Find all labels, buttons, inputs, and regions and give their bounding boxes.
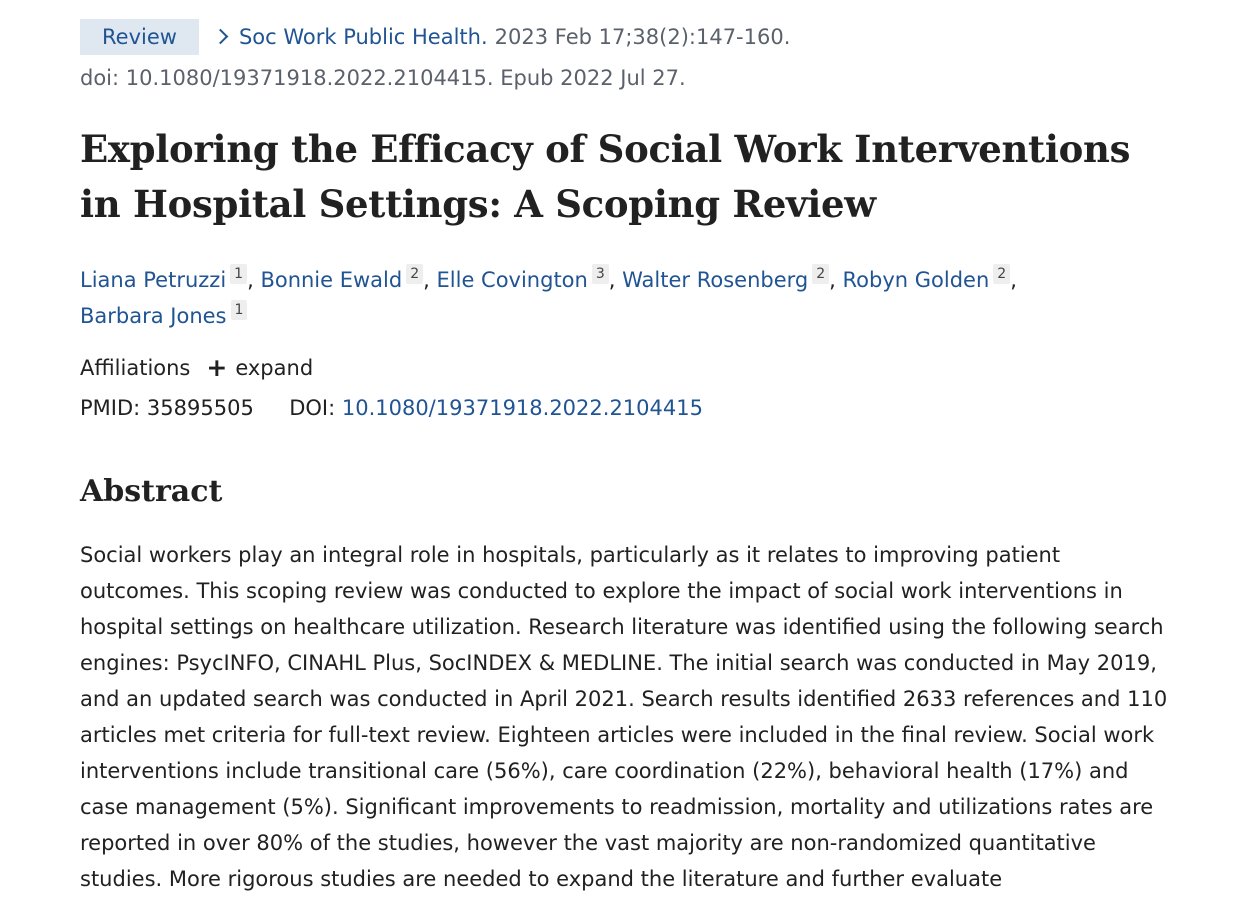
affiliations-row	[80, 355, 313, 380]
identifiers-row	[80, 396, 703, 420]
abstract-text: Social workers play an integral role in hospitals, particularly as it relates to improving patient outcomes. This scoping review was conducted to explore the impact of social work interventions in hospital settings on healthcare utilization. Research literature was identified using the following search engines: PsycINFO, CINAHL Plus, SocINDEX & MEDLINE. The initial search was conducted in May 2019, and an updated search was conducted in April 2021. Search results identified 2633 references and 110 articles met criteria for full-text review. Eighteen articles were included in the final review. Social work interventions include transitional care (56%), care coordination (22%), behavioral health (17%) and case management (5%). Significant improvements to readmission, mortality and utilizations rates are reported in over 80% of the studies, however the vast majority are non-randomized quantitative studies. More rigorous studies are needed to expand the literature and further evaluate	[80, 543, 1168, 891]
author-link[interactable]: Elle Covington	[436, 268, 588, 292]
author-link[interactable]: Walter Rosenberg	[622, 268, 809, 292]
doi-link[interactable]: 10.1080/19371918.2022.2104415	[341, 396, 703, 420]
chevron-right-icon[interactable]	[213, 29, 229, 45]
citation-doi-line: doi: 10.1080/19371918.2022.2104415. Epub 2022 Jul 27.	[80, 66, 686, 90]
author-link[interactable]: Barbara Jones	[80, 304, 227, 328]
publication-type-badge[interactable]: Review	[80, 19, 199, 55]
citation-line	[80, 18, 790, 56]
affiliations-label: Affiliations	[80, 355, 191, 380]
expand-label: expand	[235, 355, 314, 380]
pmid-label: PMID:	[80, 396, 141, 420]
doi-label: DOI:	[289, 396, 336, 420]
affiliations-expand-button[interactable]	[206, 355, 313, 380]
affiliation-ref[interactable]: 1	[230, 264, 247, 284]
article-title: Exploring the Efficacy of Social Work Interventions in Hospital Settings: A Scoping Review	[80, 127, 1131, 226]
author-item	[843, 268, 1011, 292]
affiliation-ref[interactable]: 2	[406, 264, 423, 284]
affiliation-ref[interactable]: 3	[592, 264, 609, 284]
affiliation-ref[interactable]: 1	[231, 300, 248, 320]
author-item	[260, 268, 423, 292]
author-item	[80, 304, 247, 328]
author-link[interactable]: Robyn Golden	[842, 268, 990, 292]
authors-list: Liana Petruzzi 1 , Bonnie Ewald 2 , Elle Covington 3 , Walter Rosenberg 2 , Robyn Golden 2 , Barbara Jones 1	[80, 266, 1017, 328]
citation-date: 2023 Feb 17;38(2):147-160.	[494, 25, 791, 49]
author-link[interactable]: Liana Petruzzi	[80, 268, 227, 292]
journal-link[interactable]: Soc Work Public Health.	[238, 25, 488, 49]
abstract-heading: Abstract	[80, 474, 223, 509]
affiliation-ref[interactable]: 2	[812, 264, 829, 284]
pmid-value: 35895505	[146, 396, 254, 420]
author-item	[80, 268, 247, 292]
author-item	[622, 268, 829, 292]
author-item	[437, 268, 609, 292]
plus-icon: +	[206, 353, 228, 382]
author-link[interactable]: Bonnie Ewald	[260, 268, 403, 292]
affiliation-ref[interactable]: 2	[993, 264, 1010, 284]
